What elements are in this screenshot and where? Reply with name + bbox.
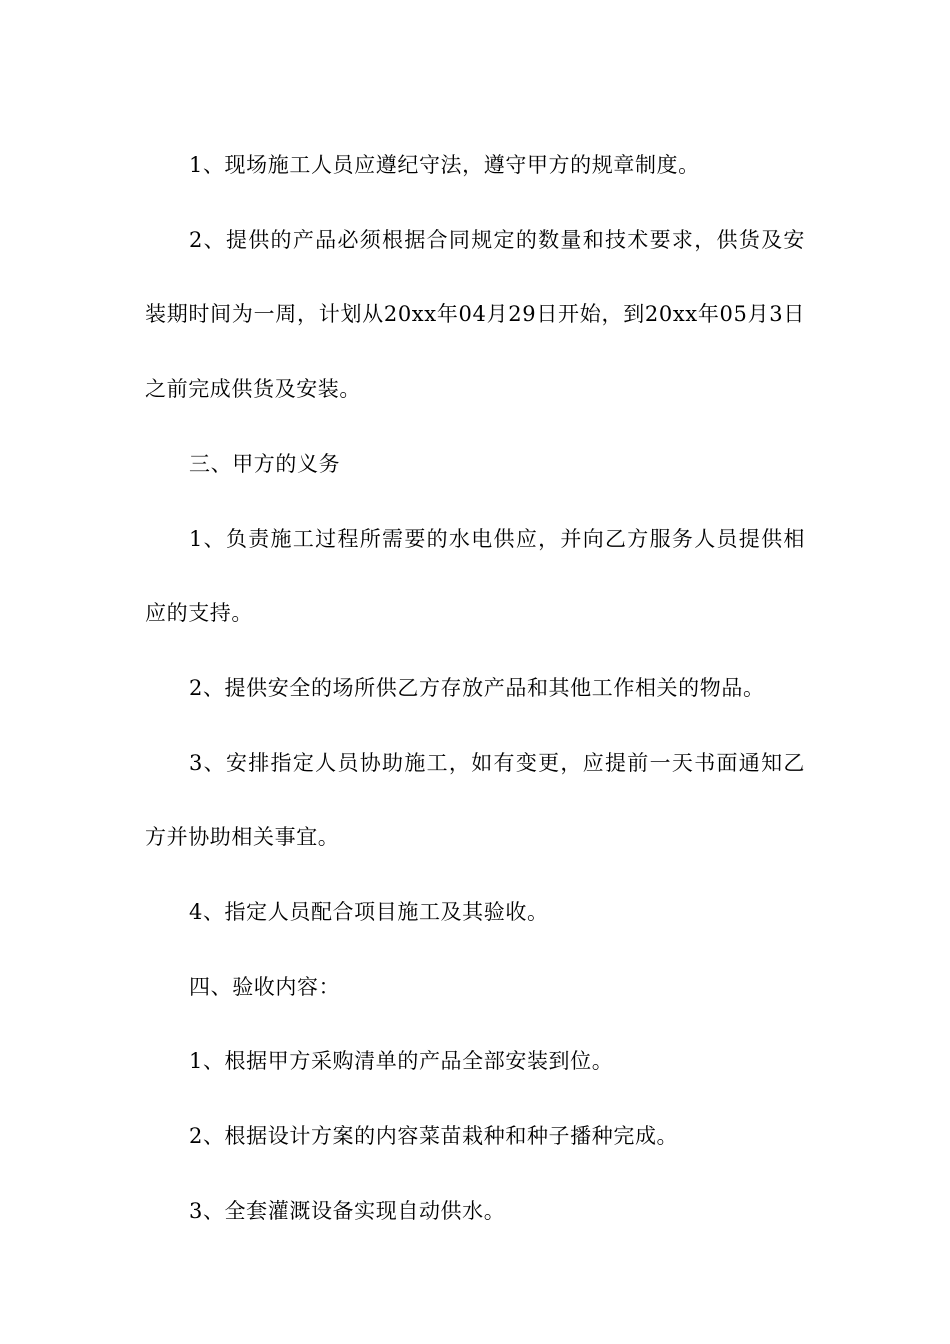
document-body xyxy=(145,128,805,1249)
paragraph-2: 2、提供的产品必须根据合同规定的数量和技术要求，供货及安装期时间为一周，计划从20xx年04月29日开始，到20xx年05月3日之前完成供货及安装。 xyxy=(145,227,805,402)
paragraph-11: 3、全套灌溉设备实现自动供水。 xyxy=(189,1198,506,1223)
paragraph-4: 1、负责施工过程所需要的水电供应，并向乙方服务人员提供相应的支持。 xyxy=(145,526,805,626)
paragraph-6: 3、安排指定人员协助施工，如有变更，应提前一天书面通知乙方并协助相关事宜。 xyxy=(145,750,805,850)
paragraph-9: 1、根据甲方采购清单的产品全部安装到位。 xyxy=(189,1049,614,1074)
paragraph-7: 4、指定人员配合项目施工及其验收。 xyxy=(189,900,549,925)
paragraph-5: 2、提供安全的场所供乙方存放产品和其他工作相关的物品。 xyxy=(189,675,765,700)
section-heading-3: 三、甲方的义务 xyxy=(189,451,341,476)
paragraph-10: 2、根据设计方案的内容菜苗栽种和种子播种完成。 xyxy=(189,1124,679,1149)
paragraph-1: 1、现场施工人员应遵纪守法，遵守甲方的规章制度。 xyxy=(189,153,700,177)
section-heading-4: 四、验收内容： xyxy=(189,974,341,999)
